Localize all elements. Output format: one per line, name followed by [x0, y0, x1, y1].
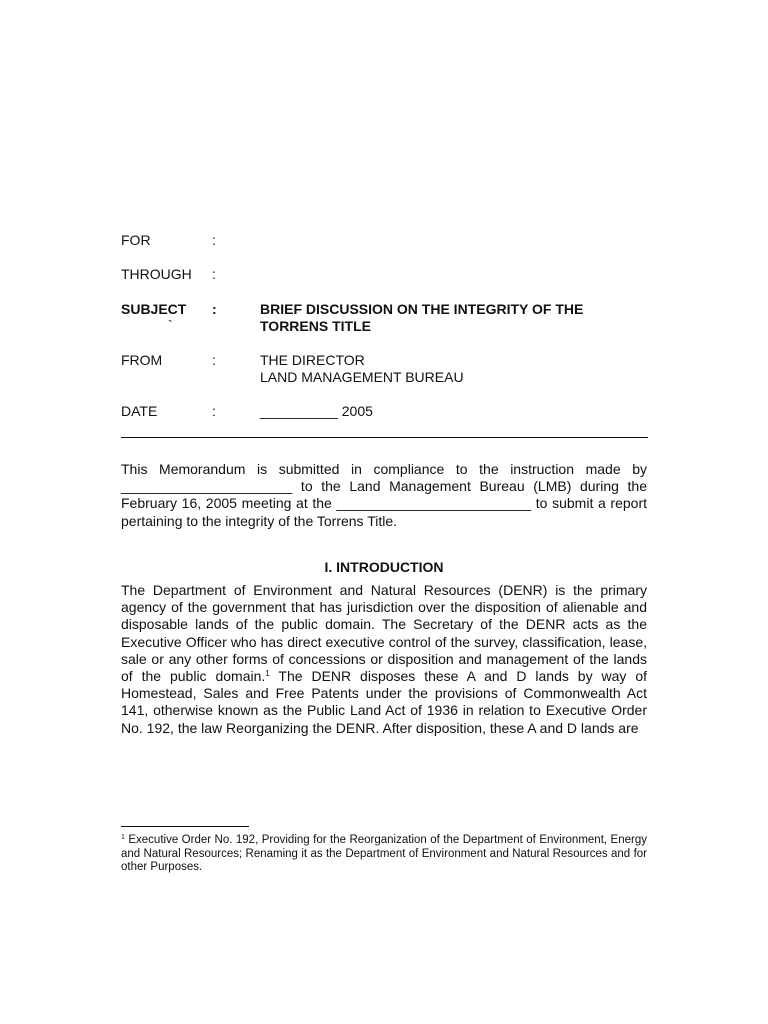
from-value: THE DIRECTOR LAND MANAGEMENT BUREAU	[260, 352, 464, 385]
header-divider	[121, 437, 648, 438]
from-colon: :	[212, 352, 216, 368]
through-label: THROUGH	[121, 266, 192, 282]
for-label: FOR	[121, 232, 151, 248]
section-heading: I. INTRODUCTION	[324, 559, 444, 575]
footnote-number: 1	[121, 834, 125, 841]
from-label: FROM	[121, 352, 163, 368]
through-colon: :	[212, 266, 216, 282]
date-value: __________ 2005	[260, 403, 373, 419]
date-label: DATE	[121, 403, 158, 419]
introduction-text-part1: The Department of Environment and Natural Resources (DENR) is the primary agency of the government that has jurisdiction over the disposition of alienable and disposable lands of the public domain. The Secretary of the DENR acts as the Executive Officer who has direct executive control of the survey, classification, lease, sale or any other forms of concessions or disposition and management of the lands of the public domain.	[121, 582, 647, 685]
footnote	[121, 834, 647, 875]
footnote-divider	[121, 826, 249, 827]
date-colon: :	[212, 403, 216, 419]
for-colon: :	[212, 232, 216, 248]
introduction-text-part2: The DENR disposes these A and D lands by way of Homestead, Sales and Free Patents under the provisions of Commonwealth Act 141, otherwise known as the Public Land Act of 1936 in relation to Executive Order No. 192, the law Reorganizing the DENR. After disposition, these A and D lands are	[121, 668, 647, 736]
footnote-reference[interactable]: 1	[265, 669, 270, 679]
subject-label: SUBJECT	[121, 301, 187, 317]
subject-value: BRIEF DISCUSSION ON THE INTEGRITY OF THE TORRENS TITLE	[260, 301, 584, 334]
subject-colon: :	[212, 301, 217, 317]
subject-mark: `	[168, 317, 173, 333]
intro-paragraph: This Memorandum is submitted in compliance to the instruction made by ______________________ to the Land Management Bureau (LMB) during the February 16, 2005 meeting at the _________________________ to submit a report pertaining to the integrity of the Torrens Title.	[121, 461, 647, 529]
footnote-text: Executive Order No. 192, Providing for the Reorganization of the Department of Environment, Energy and Natural Resources; Renaming it as the Department of Environment and Natural Resources and for other Purposes.	[121, 834, 647, 874]
introduction-paragraph	[121, 582, 647, 737]
